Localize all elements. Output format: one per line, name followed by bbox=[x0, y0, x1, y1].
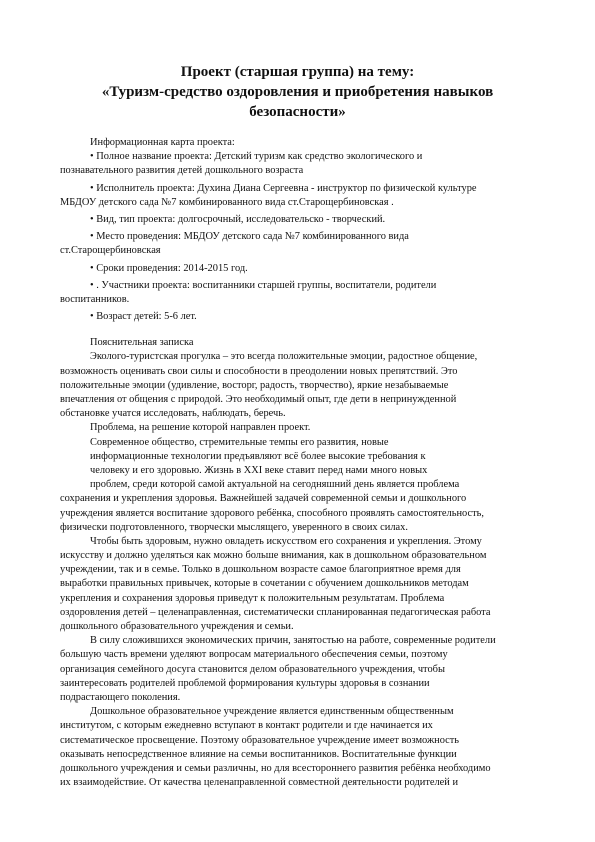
document-title bbox=[60, 62, 535, 122]
note-paragraph-2 bbox=[60, 436, 550, 535]
text-line: институтом, с которым ежедневно вступают в контакт родители и где начинается их bbox=[60, 720, 433, 732]
text-line: большую часть времени уделяют вопросам материального обеспечения семьи, поэтому bbox=[60, 649, 448, 661]
text-line: обстановке учатся исследовать, наблюдать, беречь. bbox=[60, 408, 286, 420]
text-line: выработки правильных привычек, которые в сочетании с обучением дошкольников методам bbox=[60, 578, 469, 590]
text-line: оказывать непосредственное влияние на семьи воспитанников. Воспитательные функции bbox=[60, 748, 457, 760]
text-line: сохранения и укрепления здоровья. Важнейшей задачей современной семьи и дошкольного bbox=[60, 493, 467, 505]
card-item-executor: • Исполнитель проекта: Духина Диана Сергеевна - инструктор по физической культуре bbox=[90, 182, 477, 194]
text-line: заинтересовать родителей проблемой формирования культуры здоровья в сознании bbox=[60, 677, 430, 689]
text-line: Чтобы быть здоровым, нужно овладеть искусством его сохранения и укрепления. Этому bbox=[90, 535, 482, 547]
text-line: искусству и должно уделяться как можно больше внимания, как в дошкольном образовательном bbox=[60, 550, 487, 562]
title-line-3: безопасности» bbox=[249, 104, 346, 120]
title-line-2: «Туризм-средство оздоровления и приобретения навыков bbox=[101, 84, 494, 100]
problem-heading: Проблема, на решение которой направлен проект. bbox=[90, 422, 311, 434]
text-line: дошкольного учреждения и семьи различны, но для всестороннего развития ребёнка необходимо bbox=[60, 762, 491, 774]
note-paragraph-1 bbox=[60, 350, 550, 421]
text-line: физически подготовленного, творчески мыслящего, уверенного в своих силах. bbox=[60, 521, 408, 533]
text-line: их взаимодействие. От качества целенаправленной совместной деятельности родителей и bbox=[60, 777, 458, 789]
title-line-1: Проект (старшая группа) на тему: bbox=[180, 64, 415, 80]
card-item-type: • Вид, тип проекта: долгосрочный, исследовательско - творческий. bbox=[90, 213, 386, 225]
text-line: человеку и его здоровью. Жизнь в XXI веке ставит перед нами много новых bbox=[90, 464, 428, 476]
text-line: Эколого-туристская прогулка – это всегда положительные эмоции, радостное общение, bbox=[90, 351, 478, 363]
text-line: систематическое просвещение. Поэтому образовательное учреждение имеет возможность bbox=[60, 734, 460, 746]
card-item-participants-cont: воспитанников. bbox=[60, 293, 130, 305]
text-line: В силу сложившихся экономических причин, занятостью на работе, современные родители bbox=[90, 635, 496, 647]
card-item-place-cont: ст.Старощербиновская bbox=[60, 245, 161, 257]
card-heading: Информационная карта проекта: bbox=[90, 137, 235, 148]
text-line: впечатления от общения с природой. Это необходимый опыт, где дети в непринужденной bbox=[60, 394, 457, 405]
card-item-name: • Полное название проекта: Детский туризм как средство экологического и bbox=[90, 151, 423, 163]
text-line: организация семейного досуга становится делом образовательного учреждения, чтобы bbox=[60, 663, 445, 675]
card-item-dates: • Сроки проведения: 2014-2015 год. bbox=[90, 262, 248, 274]
note-paragraph-3 bbox=[60, 535, 550, 634]
text-line: информационные технологии предъявляют всё более высокие требования к bbox=[90, 450, 426, 462]
card-item-executor-cont: МБДОУ детского сада №7 комбинированного вида ст.Старощербиновская . bbox=[60, 196, 394, 208]
text-line: проблем, среди которой самой актуальной на сегодняшний день является проблема bbox=[90, 479, 460, 491]
note-paragraph-4 bbox=[60, 634, 550, 705]
text-line: подрастающего поколения. bbox=[60, 691, 181, 703]
text-line: возможность оценивать свои силы и способности в преодолении новых препятствий. Это bbox=[60, 365, 458, 377]
text-line: учреждения является воспитание здорового ребёнка, способного проявлять самостоятельность, bbox=[60, 507, 484, 519]
text-line: учреждении, так и в семье. Только в дошкольном возрасте самое благоприятное время для bbox=[60, 564, 461, 576]
text-line: дошкольного образовательного учреждения и семьи. bbox=[60, 621, 294, 632]
note-paragraph-5 bbox=[60, 705, 550, 790]
card-item-age: • Возраст детей: 5-6 лет. bbox=[90, 311, 197, 323]
text-line: укрепления и сохранения здоровья приведут к положительным результатам. Проблема bbox=[60, 592, 445, 604]
note-heading: Пояснительная записка bbox=[90, 337, 194, 349]
text-line: Современное общество, стремительные темпы его развития, новые bbox=[90, 436, 389, 448]
explanatory-note bbox=[60, 336, 550, 790]
card-item-participants: • . Участники проекта: воспитанники старшей группы, воспитатели, родители bbox=[90, 279, 437, 291]
document-body bbox=[60, 136, 550, 790]
card-item-place: • Место проведения: МБДОУ детского сада №7 комбинированного вида bbox=[90, 231, 409, 243]
text-line: Дошкольное образовательное учреждение является единственным общественным bbox=[90, 706, 454, 718]
card-item-name-cont: познавательного развития детей дошкольного возраста bbox=[60, 165, 304, 177]
information-card bbox=[60, 136, 550, 324]
text-line: положительные эмоции (удивление, восторг, радость, творчество), яркие незабываемые bbox=[60, 379, 449, 391]
text-line: оздоровления детей – целенаправленная, систематически спланированная педагогическая работа bbox=[60, 606, 491, 618]
